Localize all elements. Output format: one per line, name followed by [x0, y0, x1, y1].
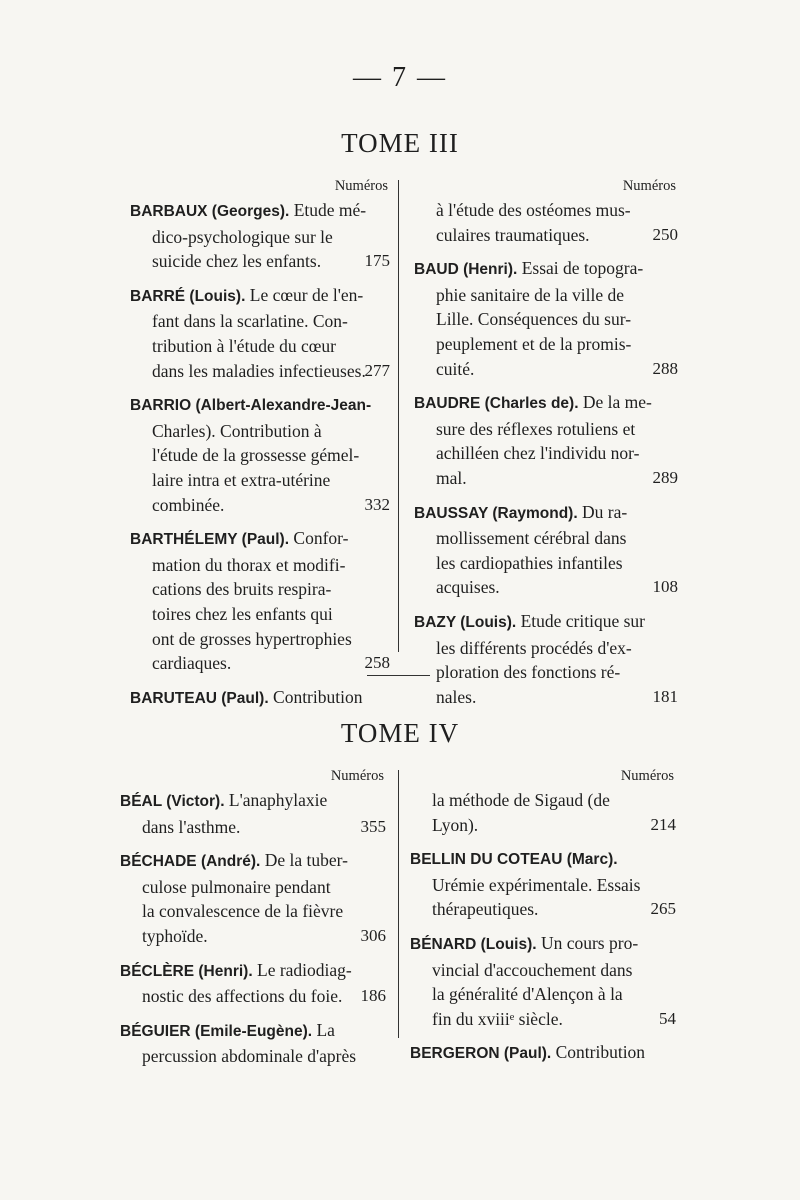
entry-text: De la tuber- — [264, 850, 348, 871]
author-name: BÉCHADE (André). — [120, 853, 261, 871]
entry-line — [130, 553, 388, 578]
entry-text: thérapeutiques. — [432, 899, 539, 920]
entry-line — [414, 500, 676, 527]
thesis-number: 186 — [360, 986, 386, 1006]
entry-line — [130, 198, 388, 225]
entry-line — [414, 198, 676, 223]
entry-line — [120, 848, 384, 875]
entry-text: dans les maladies infectieuses. — [152, 360, 366, 381]
entry-text: combinée. — [152, 494, 225, 515]
entry-text: les différents procédés d'ex- — [436, 637, 632, 658]
thesis-number: 258 — [364, 653, 390, 673]
entry-text: la méthode de Sigaud (de — [432, 790, 610, 810]
entry-line — [130, 468, 388, 493]
entry-line — [130, 359, 388, 384]
thesis-number: 332 — [364, 494, 390, 514]
index-entry — [414, 256, 676, 381]
entry-line — [414, 636, 676, 661]
index-entry — [410, 788, 674, 837]
entry-line — [130, 651, 388, 676]
tome-iv-right-column — [410, 767, 674, 1076]
author-name: BARRÉ (Louis). — [130, 287, 246, 305]
entry-text: laire intra et extra-utérine — [152, 469, 331, 490]
thesis-number: 175 — [364, 251, 390, 271]
entry-text: Le cœur de l'en- — [249, 284, 364, 305]
entry-line — [120, 788, 384, 815]
entry-line — [130, 602, 388, 627]
entry-text: mollissement cérébral dans — [436, 528, 627, 549]
entry-line — [120, 924, 384, 949]
section-divider — [367, 675, 430, 676]
index-entry — [410, 1040, 674, 1067]
entry-text: Un cours pro- — [540, 932, 639, 953]
thesis-number: 288 — [652, 358, 678, 378]
entry-text: nostic des affections du foie. — [142, 986, 343, 1007]
entry-line — [414, 417, 676, 442]
entry-line — [410, 1040, 674, 1067]
index-entry — [120, 1018, 384, 1069]
entry-line — [414, 256, 676, 283]
entry-line — [130, 493, 388, 518]
entry-text: cardiaques. — [152, 653, 232, 674]
entry-line — [120, 1044, 384, 1069]
author-name: BELLIN DU COTEAU (Marc). — [410, 851, 618, 869]
entry-line — [130, 225, 388, 250]
entry-line — [130, 309, 388, 334]
author-name: BARUTEAU (Paul). — [130, 689, 269, 707]
entry-text: achilléen chez l'individu nor- — [436, 443, 640, 464]
entry-text: fin du xviiiᵉ siècle. — [432, 1008, 563, 1029]
entry-text: la généralité d'Alençon à la — [432, 984, 623, 1005]
entry-text: Le radiodiag- — [257, 959, 352, 980]
entry-line — [410, 958, 674, 983]
numeros-header: Numéros — [330, 768, 384, 784]
author-name: BARRIO (Albert-Alexandre-Jean- — [130, 397, 372, 415]
index-entry — [414, 390, 676, 490]
thesis-number: 277 — [364, 360, 390, 380]
entry-text: toires chez les enfants qui — [152, 603, 333, 624]
index-entry — [130, 283, 388, 383]
thesis-number: 306 — [360, 925, 386, 945]
entry-line — [410, 1007, 674, 1032]
entry-line — [120, 899, 384, 924]
entry-text: Confor- — [293, 528, 349, 549]
entry-line — [414, 223, 676, 248]
page-number: — 7 — — [353, 62, 447, 93]
entry-line — [414, 660, 676, 685]
entry-line — [130, 443, 388, 468]
entry-text: cuité. — [436, 358, 475, 379]
entry-line — [410, 846, 674, 873]
entry-line — [130, 334, 388, 359]
entry-text: L'anaphylaxie — [228, 790, 328, 810]
entry-text: La — [316, 1019, 335, 1040]
entry-text: ploration des fonctions ré- — [436, 662, 621, 683]
entry-line — [130, 685, 388, 712]
entry-line — [410, 897, 674, 922]
entry-line — [130, 249, 388, 274]
entry-text: l'étude de la grossesse gémel- — [152, 445, 360, 466]
numeros-header: Numéros — [620, 768, 674, 784]
entry-text: Contribution — [555, 1042, 646, 1063]
entry-text: dico-psychologique sur le — [152, 226, 333, 247]
entry-line — [414, 441, 676, 466]
tome-iii-left-column — [130, 177, 388, 720]
entry-text: nales. — [436, 686, 477, 707]
author-name: BÉGUIER (Emile-Eugène). — [120, 1022, 313, 1040]
index-entry — [130, 198, 388, 274]
thesis-number: 265 — [650, 899, 676, 919]
entry-text: à l'étude des ostéomes mus- — [436, 200, 631, 220]
entry-line — [414, 283, 676, 308]
thesis-number: 54 — [659, 1008, 676, 1028]
tome-iii-right-column — [414, 177, 676, 718]
entry-line — [120, 958, 384, 985]
entry-text: mal. — [436, 467, 467, 488]
entry-line — [410, 873, 674, 898]
entry-text: sure des réflexes rotuliens et — [436, 418, 636, 439]
index-entry — [130, 392, 388, 517]
author-name: BÉAL (Victor). — [120, 793, 225, 810]
entry-line — [410, 982, 674, 1007]
entry-line — [414, 466, 676, 491]
entry-line — [130, 577, 388, 602]
index-entry — [120, 848, 384, 948]
entry-line — [130, 392, 388, 419]
entry-text: Etude mé- — [293, 200, 367, 220]
entry-line — [130, 627, 388, 652]
index-entry — [414, 198, 676, 247]
entry-text: Charles). Contribution à — [152, 420, 322, 441]
numeros-header: Numéros — [622, 178, 676, 194]
index-entry — [410, 931, 674, 1031]
entry-line — [414, 332, 676, 357]
thesis-number: 108 — [652, 577, 678, 597]
index-entry — [120, 788, 384, 839]
entry-text: peuplement et de la promis- — [436, 333, 632, 354]
entry-text: tribution à l'étude du cœur — [152, 335, 336, 356]
entry-line — [120, 875, 384, 900]
tome-iv-left-column — [120, 767, 384, 1078]
author-name: BERGERON (Paul). — [410, 1045, 552, 1063]
entry-text: Lille. Conséquences du sur- — [436, 309, 632, 330]
entry-text: les cardiopathies infantiles — [436, 552, 623, 573]
author-name: BAZY (Louis). — [414, 613, 517, 631]
author-name: BÉNARD (Louis). — [410, 935, 537, 953]
section-title-tome-iii: TOME III — [341, 128, 459, 158]
author-name: BÉCLÈRE (Henri). — [120, 962, 253, 980]
column-divider — [398, 180, 399, 652]
entry-line — [414, 685, 676, 710]
entry-line — [120, 1018, 384, 1045]
index-entry — [120, 958, 384, 1009]
entry-text: cations des bruits respira- — [152, 579, 332, 600]
entry-line — [414, 551, 676, 576]
thesis-number: 289 — [652, 467, 678, 487]
column-divider — [398, 770, 399, 1038]
entry-line — [414, 609, 676, 636]
entry-text: typhoïde. — [142, 925, 208, 946]
thesis-number: 250 — [652, 224, 678, 244]
entry-text: dans l'asthme. — [142, 816, 241, 837]
index-entry — [414, 500, 676, 600]
section-title-tome-iv: TOME IV — [340, 718, 460, 748]
index-entry — [130, 526, 388, 676]
entry-text: phie sanitaire de la ville de — [436, 284, 625, 305]
entry-text: la convalescence de la fièvre — [142, 901, 344, 922]
author-name: BARTHÉLEMY (Paul). — [130, 531, 290, 549]
entry-text: Essai de topogra- — [521, 258, 644, 279]
numeros-header: Numéros — [334, 178, 388, 194]
entry-text: fant dans la scarlatine. Con- — [152, 311, 348, 332]
author-name: BARBAUX (Georges). — [130, 203, 290, 220]
entry-text: culaires traumatiques. — [436, 224, 590, 245]
entry-text: vincial d'accouchement dans — [432, 959, 633, 980]
entry-line — [130, 419, 388, 444]
entry-line — [120, 815, 384, 840]
entry-text: De la me- — [582, 392, 652, 413]
entry-line — [130, 526, 388, 553]
thesis-number: 214 — [650, 814, 676, 834]
entry-line — [414, 307, 676, 332]
thesis-number: 181 — [652, 686, 678, 706]
entry-line — [120, 984, 384, 1009]
author-name: BAUSSAY (Raymond). — [414, 504, 578, 522]
entry-line — [414, 357, 676, 382]
index-entry — [410, 846, 674, 922]
entry-text: Contribution — [273, 686, 363, 707]
entry-text: culose pulmonaire pendant — [142, 876, 331, 897]
entry-line — [414, 575, 676, 600]
entry-text: Du ra- — [582, 501, 628, 522]
entry-line — [414, 390, 676, 417]
entry-line — [414, 526, 676, 551]
author-name: BAUDRE (Charles de). — [414, 395, 579, 413]
entry-text: acquises. — [436, 577, 500, 598]
entry-text: suicide chez les enfants. — [152, 251, 322, 272]
entry-line — [410, 931, 674, 958]
entry-line — [130, 283, 388, 310]
entry-text: ont de grosses hypertrophies — [152, 628, 352, 649]
entry-line — [410, 788, 674, 813]
entry-line — [410, 813, 674, 838]
entry-text: Etude critique sur — [520, 610, 645, 631]
entry-text: Lyon). — [432, 814, 479, 835]
author-name: BAUD (Henri). — [414, 261, 518, 279]
entry-text: mation du thorax et modifi- — [152, 554, 346, 575]
entry-text: percussion abdominale d'après — [142, 1046, 357, 1067]
index-entry — [130, 685, 388, 712]
thesis-number: 355 — [360, 816, 386, 836]
index-entry — [414, 609, 676, 709]
entry-text: Urémie expérimentale. Essais — [432, 874, 641, 895]
